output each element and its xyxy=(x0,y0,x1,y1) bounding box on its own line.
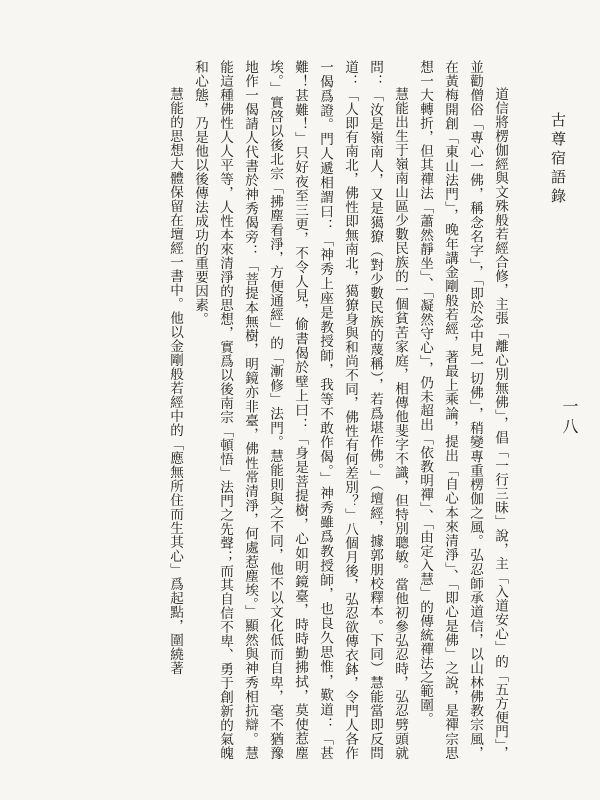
paragraph-3: 慧能的思想大體保留在壇經一書中。他以金剛般若經中的「應無所住而生其心」爲起點，圍繞著 xyxy=(167,87,183,676)
running-header: 古尊宿語錄 xyxy=(549,112,567,207)
paragraph-1: 道信將楞伽經與文殊般若經合修，主張「離心別無佛」，倡「一行三昧」說，主「入道安心」的「五方便門」，並勸僧俗「專心一佛，稱念名字」，「即於念中見一切佛」，稍變專重楞伽之風。弘忍師承道信，以山林佛教宗風，在黃梅開創「東山法門」，晚年講金剛般若經，著最上乘論，提出「自心本來清淨」、「即心是佛」之說，是禪宗思想一大轉折，但其禪法「蕭然靜坐」、「凝然守心」，仍未超出「依教明禪」、「由定入慧」的傳統禪法之範圍。 xyxy=(417,60,508,760)
paragraph-2: 慧能出生于嶺南山區少數民族的一個貧苦家庭，相傳他斐字不識，但特別聰敏。當他初參弘忍時，弘忍劈頭就問：「汝是嶺南人，又是獦獠（對少數民族的蔑稱），若爲堪作佛。」（壇經，據郭朋校釋本。下同）慧能當即反問道：「人即有南北，佛性即無南北，獦獠身與和尚不同，佛性有何差別？」八個月後，弘忍欲傳衣鉢，令門人各作一偈爲證。門人遞相謂曰：「神秀上座是教授師，我等不敢作偈。」神秀雖爲教授師，也良久思惟，歎道：「甚難！甚難！」只好夜至三更，不令人見，偷書偈於壁上曰：「身是菩提樹，心如明鏡臺，時時勤拂拭，莫使惹塵埃。」實啓以後北宗「拂塵看淨，方便通經」的「漸修」法門。慧能則與之不同，他不以文化低而自卑，毫不猶豫地作一偈請人代書於神秀偈旁：「菩提本無樹，明鏡亦非臺，佛性常清淨，何處惹塵埃。」顯然與神秀相抗辯。慧能這種佛性人人平等，人性本來清淨的思想，實爲以後南宗「頓悟」法門之先聲；而其自信不卑、勇于創新的氣魄和心態，乃是他以後傳法成功的重要因素。 xyxy=(192,60,408,760)
page-number: 一八 xyxy=(560,398,579,438)
body-text xyxy=(92,60,512,760)
